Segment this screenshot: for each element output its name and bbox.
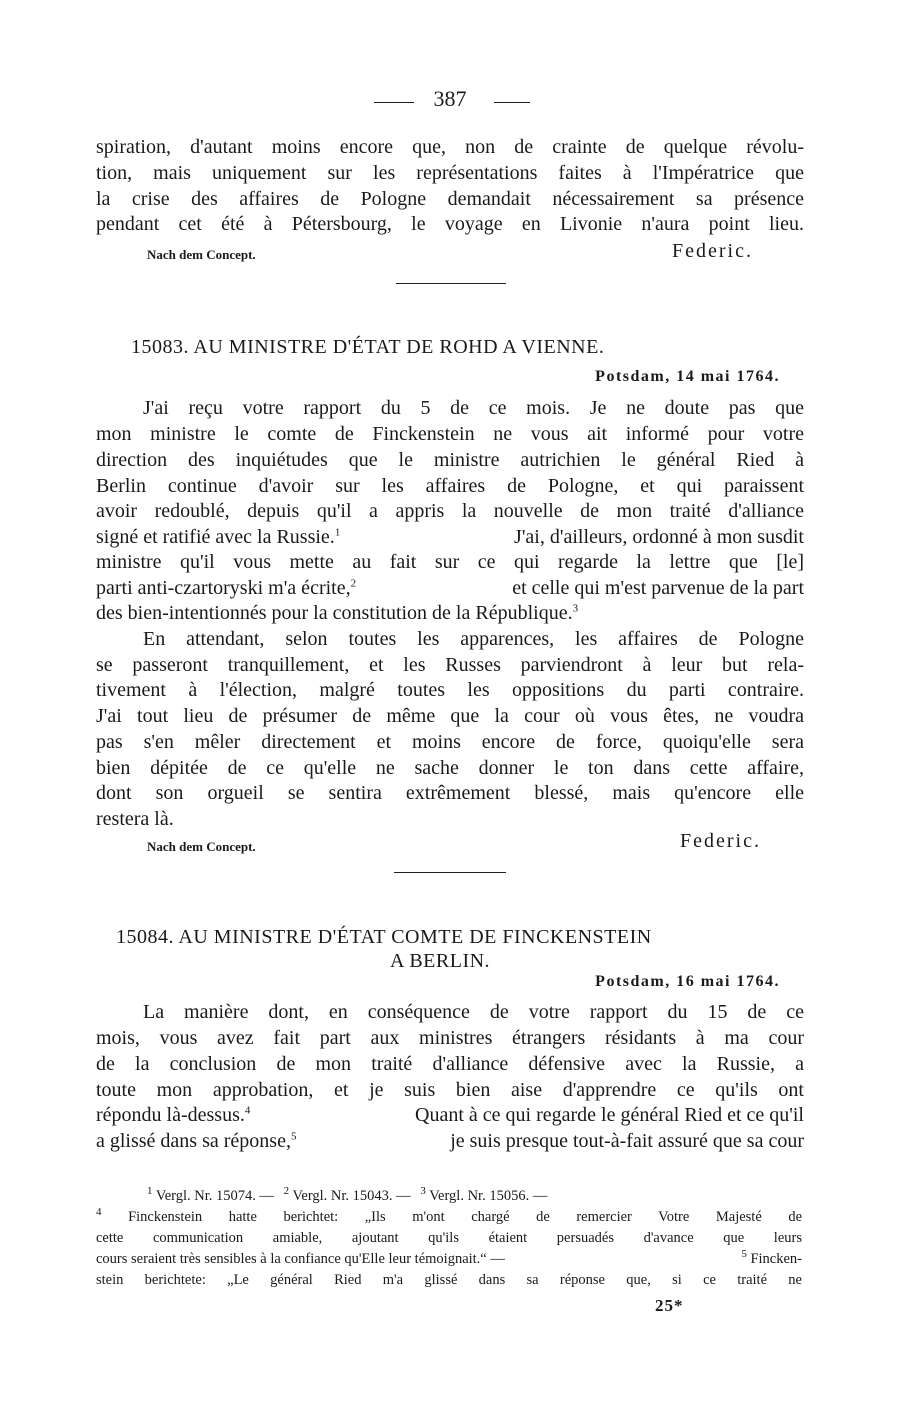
footnote-mark: 2	[283, 1185, 290, 1198]
text-line: restera là.	[96, 808, 174, 830]
footnote-mark: 2	[350, 577, 357, 590]
page-number-rule-left	[374, 102, 414, 103]
signature: Federic.	[680, 830, 761, 852]
text-line: En attendant, selon toutes les apparences, les affaires de Pologne	[143, 628, 804, 650]
signature: Federic.	[672, 240, 753, 262]
text-segment: signé et ratifié avec la Russie.	[96, 526, 335, 548]
letter-heading-line2: A BERLIN.	[390, 950, 491, 972]
letter-heading: 15083. AU MINISTRE D'ÉTAT DE ROHD A VIENNE.	[131, 336, 605, 358]
text-line: avoir redoublé, depuis qu'il a appris la nouvelle de mon traité d'alliance	[96, 500, 804, 522]
text-line: ministre qu'il vous mette au fait sur ce qui regarde la lettre que [le]	[96, 551, 804, 573]
footnote-text: Fincken-	[750, 1251, 802, 1267]
footnote-mark: 4	[244, 1104, 251, 1117]
text-line	[96, 1129, 804, 1153]
footnote-text: Finckenstein hatte berichtet: „Ils m'ont chargé de remercier Votre Majesté de	[128, 1209, 803, 1225]
footnote-mark: 5	[741, 1248, 747, 1261]
text-line	[96, 576, 804, 600]
footnote-mark: 3	[572, 602, 579, 615]
text-line: J'ai reçu votre rapport du 5 de ce mois. Je ne doute pas que	[143, 397, 804, 419]
footnote-mark: 3	[420, 1185, 426, 1198]
text-segment: des bien-intentionnés pour la constitution de la République.	[96, 602, 573, 624]
text-line: J'ai tout lieu de présumer de même que la cour où vous êtes, ne voudra	[96, 705, 804, 727]
footnote-line: stein berichtete: „Le général Ried m'a glissé dans sa réponse que, si ce traité ne	[96, 1272, 802, 1288]
text-segment: Quant à ce qui regarde le général Ried et ce qu'il	[415, 1104, 804, 1126]
text-line: spiration, d'autant moins encore que, non de crainte de quelque révolu-	[96, 136, 804, 158]
footnote-ref: Vergl. Nr. 15074. —	[155, 1188, 275, 1204]
section-divider	[394, 872, 506, 873]
text-line	[96, 1103, 804, 1127]
footnote-line	[96, 1207, 802, 1228]
concept-note: Nach dem Concept.	[147, 839, 256, 854]
footnote-ref: Vergl. Nr. 15056. —	[429, 1188, 548, 1204]
footnote-tail	[741, 1249, 802, 1270]
concept-note: Nach dem Concept.	[147, 247, 256, 262]
dateline: Potsdam, 16 mai 1764.	[595, 973, 780, 990]
text-line: tivement à l'élection, malgré toutes les oppositions du parti contraire.	[96, 679, 804, 701]
text-segment: parti anti-czartoryski m'a écrite,	[96, 577, 351, 599]
text-line: pendant cet été à Pétersbourg, le voyage en Livonie n'aura point lieu.	[96, 213, 804, 235]
text-line: bien dépitée de ce qu'elle ne sache donner le ton dans cette affaire,	[96, 757, 804, 779]
text-segment: a glissé dans sa réponse,	[96, 1130, 291, 1152]
footnote-ref: Vergl. Nr. 15043. —	[292, 1188, 411, 1204]
text-line	[96, 601, 804, 625]
text-line: pas s'en mêler directement et moins encore de force, quoiqu'elle sera	[96, 731, 804, 753]
text-segment: J'ai, d'ailleurs, ordonné à mon susdit	[514, 526, 804, 548]
text-line: dont son orgueil se sentira extrêmement blessé, mais qu'encore elle	[96, 782, 804, 804]
text-line	[96, 525, 804, 549]
footnote-mark: 1	[334, 526, 341, 539]
text-line: se passeront tranquillement, et les Russes parviendront à leur but rela-	[96, 654, 804, 676]
text-line: la crise des affaires de Pologne demandait nécessairement sa présence	[96, 188, 804, 210]
text-line: de la conclusion de mon traité d'alliance défensive avec la Russie, a	[96, 1053, 804, 1075]
text-line: Berlin continue d'avoir sur les affaires de Pologne, et qui paraissent	[96, 475, 804, 497]
letter-heading: 15084. AU MINISTRE D'ÉTAT COMTE DE FINCKENSTEIN	[116, 926, 652, 948]
footnote-line: cette communication amiable, ajoutant qu'ils étaient persuadés d'avance que leurs	[96, 1230, 802, 1246]
text-segment: je suis presque tout-à-fait assuré que sa cour	[450, 1130, 804, 1152]
section-divider	[396, 283, 506, 284]
text-segment: et celle qui m'est parvenue de la part	[512, 577, 804, 599]
footnote-line	[147, 1186, 802, 1207]
footnote-mark: 4	[96, 1206, 102, 1219]
text-line: toute mon approbation, et je suis bien aise d'apprendre ce qu'ils ont	[96, 1079, 804, 1101]
text-line: mois, vous avez fait part aux ministres étrangers résidants à ma cour	[96, 1027, 804, 1049]
footnote-line	[96, 1249, 802, 1270]
dateline: Potsdam, 14 mai 1764.	[595, 368, 780, 385]
text-segment: répondu là-dessus.	[96, 1104, 245, 1126]
text-line: direction des inquiétudes que le ministre autrichien le général Ried à	[96, 449, 804, 471]
page-number-rule-right	[494, 102, 530, 103]
footnote-mark: 1	[147, 1185, 153, 1198]
text-line: mon ministre le comte de Finckenstein ne vous ait informé pour votre	[96, 423, 804, 445]
text-line: La manière dont, en conséquence de votre rapport du 15 de ce	[143, 1001, 804, 1023]
page-number: 387	[433, 86, 467, 111]
footnote-text: cours seraient très sensibles à la confiance qu'Elle leur témoignait.“ —	[96, 1251, 505, 1267]
footnote-mark: 5	[290, 1130, 297, 1143]
signature-mark: 25*	[655, 1296, 684, 1315]
text-line: tion, mais uniquement sur les représentations faites à l'Impératrice que	[96, 162, 804, 184]
